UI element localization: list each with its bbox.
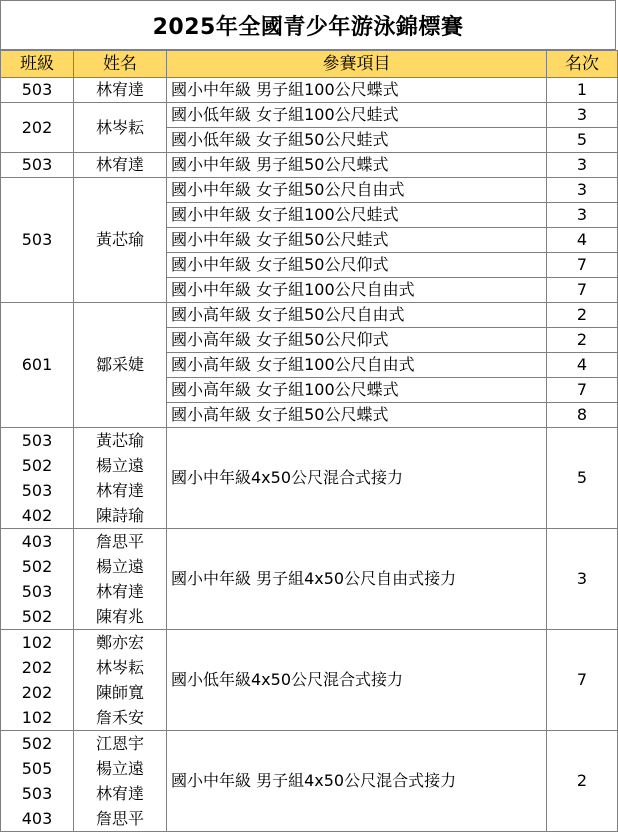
table-row <box>1 103 618 128</box>
relay-class: 102 <box>21 633 53 652</box>
rank-cell: 3 <box>547 178 618 203</box>
event-cell: 國小高年級 女子組100公尺蝶式 <box>167 378 547 403</box>
relay-member-name: 楊立遠 <box>95 456 144 475</box>
rank-cell: 5 <box>547 128 618 153</box>
relay-rank-cell: 5 <box>547 428 618 529</box>
class-cell: 503 <box>1 153 74 178</box>
relay-classes-cell <box>1 428 74 529</box>
rank-cell: 1 <box>547 78 618 103</box>
table-row <box>1 78 618 103</box>
relay-row <box>1 630 618 731</box>
relay-class: 502 <box>21 734 53 753</box>
table-row <box>1 303 618 328</box>
relay-member-name: 林岑耘 <box>95 658 144 677</box>
relay-member-name: 黃芯瑜 <box>95 431 144 450</box>
relay-class: 502 <box>21 557 53 576</box>
class-cell: 503 <box>1 178 74 303</box>
name-cell: 鄒采婕 <box>74 303 167 428</box>
event-cell: 國小中年級 女子組50公尺自由式 <box>167 178 547 203</box>
relay-classes-cell <box>1 630 74 731</box>
relay-class: 403 <box>21 532 53 551</box>
rank-cell: 7 <box>547 278 618 303</box>
header-row <box>1 51 618 78</box>
relay-member-name: 楊立遠 <box>95 759 144 778</box>
sheet-title: 2025年全國青少年游泳錦標賽 <box>0 0 616 50</box>
relay-member-name: 陳師寬 <box>95 683 144 702</box>
relay-names-cell <box>74 630 167 731</box>
rank-cell: 2 <box>547 328 618 353</box>
relay-event-cell: 國小中年級 男子組4x50公尺自由式接力 <box>167 529 547 630</box>
event-cell: 國小中年級 女子組50公尺仰式 <box>167 253 547 278</box>
class-cell: 601 <box>1 303 74 428</box>
rank-cell: 2 <box>547 303 618 328</box>
relay-member-name: 江恩宇 <box>95 734 144 753</box>
rank-cell: 8 <box>547 403 618 428</box>
relay-member-name: 陳宥兆 <box>95 607 144 626</box>
header-name: 姓名 <box>74 51 167 78</box>
results-body <box>1 78 618 832</box>
rank-cell: 3 <box>547 103 618 128</box>
header-event: 參賽項目 <box>167 51 547 78</box>
relay-member-name: 鄭亦宏 <box>95 633 144 652</box>
relay-class: 102 <box>21 708 53 727</box>
rank-cell: 3 <box>547 203 618 228</box>
relay-class: 202 <box>21 683 53 702</box>
table-row <box>1 153 618 178</box>
relay-names-cell <box>74 731 167 832</box>
relay-class: 503 <box>21 481 53 500</box>
relay-event-cell: 國小低年級4x50公尺混合式接力 <box>167 630 547 731</box>
rank-cell: 7 <box>547 378 618 403</box>
relay-class: 202 <box>21 658 53 677</box>
event-cell: 國小中年級 女子組100公尺蛙式 <box>167 203 547 228</box>
relay-row <box>1 428 618 529</box>
table-row <box>1 178 618 203</box>
relay-member-name: 詹思平 <box>95 532 144 551</box>
class-cell: 202 <box>1 103 74 153</box>
name-cell: 林宥達 <box>74 78 167 103</box>
event-cell: 國小中年級 男子組50公尺蝶式 <box>167 153 547 178</box>
name-cell: 林宥達 <box>74 153 167 178</box>
relay-row <box>1 529 618 630</box>
relay-member-name: 詹禾安 <box>95 708 144 727</box>
relay-class: 402 <box>21 506 53 525</box>
results-table <box>0 50 618 832</box>
header-rank: 名次 <box>547 51 618 78</box>
relay-class: 503 <box>21 431 53 450</box>
event-cell: 國小高年級 女子組100公尺自由式 <box>167 353 547 378</box>
event-cell: 國小高年級 女子組50公尺仰式 <box>167 328 547 353</box>
event-cell: 國小低年級 女子組100公尺蛙式 <box>167 103 547 128</box>
rank-cell: 4 <box>547 353 618 378</box>
relay-class: 502 <box>21 607 53 626</box>
rank-cell: 7 <box>547 253 618 278</box>
relay-member-name: 楊立遠 <box>95 557 144 576</box>
relay-member-name: 林宥達 <box>95 481 144 500</box>
relay-class: 503 <box>21 784 53 803</box>
relay-names-cell <box>74 428 167 529</box>
relay-class: 403 <box>21 809 53 828</box>
relay-rank-cell: 3 <box>547 529 618 630</box>
relay-class: 503 <box>21 582 53 601</box>
event-cell: 國小高年級 女子組50公尺蝶式 <box>167 403 547 428</box>
relay-event-cell: 國小中年級 男子組4x50公尺混合式接力 <box>167 731 547 832</box>
relay-names-cell <box>74 529 167 630</box>
relay-row <box>1 731 618 832</box>
event-cell: 國小中年級 女子組50公尺蛙式 <box>167 228 547 253</box>
name-cell: 林岑耘 <box>74 103 167 153</box>
relay-member-name: 林宥達 <box>95 582 144 601</box>
relay-member-name: 陳詩瑜 <box>95 506 144 525</box>
relay-event-cell: 國小中年級4x50公尺混合式接力 <box>167 428 547 529</box>
class-cell: 503 <box>1 78 74 103</box>
relay-classes-cell <box>1 731 74 832</box>
relay-classes-cell <box>1 529 74 630</box>
relay-member-name: 林宥達 <box>95 784 144 803</box>
relay-rank-cell: 7 <box>547 630 618 731</box>
event-cell: 國小中年級 女子組100公尺自由式 <box>167 278 547 303</box>
event-cell: 國小高年級 女子組50公尺自由式 <box>167 303 547 328</box>
relay-class: 502 <box>21 456 53 475</box>
rank-cell: 3 <box>547 153 618 178</box>
name-cell: 黃芯瑜 <box>74 178 167 303</box>
event-cell: 國小中年級 男子組100公尺蝶式 <box>167 78 547 103</box>
relay-rank-cell: 2 <box>547 731 618 832</box>
event-cell: 國小低年級 女子組50公尺蛙式 <box>167 128 547 153</box>
relay-class: 505 <box>21 759 53 778</box>
relay-member-name: 詹思平 <box>95 809 144 828</box>
header-class: 班級 <box>1 51 74 78</box>
rank-cell: 4 <box>547 228 618 253</box>
